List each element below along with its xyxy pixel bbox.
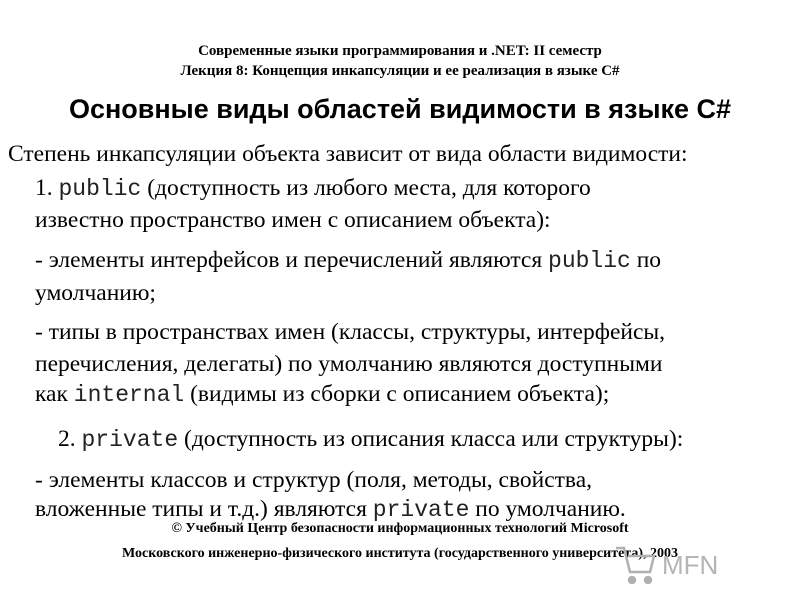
copyright-line: © Учебный Центр безопасности информационных технологий Microsoft: [171, 521, 629, 536]
item-2-number: 2.: [58, 426, 76, 452]
item-1-line-2: известно пространство имен с описанием объекта):: [35, 207, 551, 233]
cart-icon: [616, 548, 654, 583]
bullet-1-text: элементы интерфейсов и перечислений являются: [48, 247, 543, 273]
bullet-2-line-2: перечисления, делегаты) по умолчанию являются доступными: [35, 351, 663, 377]
bullet-dash: -: [35, 319, 43, 345]
item-1-description: (доступность из любого места, для которого: [147, 175, 591, 201]
item-1-line-1: [35, 174, 591, 203]
bullet-2-text-3-after: (видимы из сборки с описанием объекта);: [190, 381, 610, 407]
item-2-description: (доступность из описания класса или структуры):: [184, 426, 684, 452]
bullet-3-text-2-before: вложенные типы и т.д.) являются: [35, 496, 367, 522]
lecture-header: Лекция 8: Концепция инкапсуляции и ее реализация в языке C#: [180, 63, 620, 79]
bullet-3-text-2-after: по умолчанию.: [475, 496, 626, 522]
bullet-dash: -: [35, 467, 43, 493]
bullet-1-line-1: [35, 246, 661, 275]
watermark-text: MFN: [662, 550, 719, 580]
keyword-public: public: [58, 176, 142, 202]
course-header: Современные языки программирования и .NET: II семестр: [198, 43, 602, 59]
bullet-3-text-1: элементы классов и структур (поля, методы, свойства,: [48, 467, 593, 493]
bullet-dash: -: [35, 247, 43, 273]
item-2-line-1: [58, 425, 683, 454]
item-1-number: 1.: [35, 175, 53, 201]
keyword-private-default: private: [372, 497, 470, 523]
bullet-2-text-3-before: как: [35, 381, 68, 407]
bullet-1-text-after: по: [636, 247, 662, 273]
bullet-3-line-1: [35, 466, 592, 494]
bullet-2-line-3: [35, 380, 609, 409]
bullet-2-line-1: [35, 318, 665, 346]
bullet-2-text-1: типы в пространствах имен (классы, структуры, интерфейсы,: [48, 319, 666, 345]
intro-text: Степень инкапсуляции объекта зависит от вида области видимости:: [8, 141, 688, 167]
slide-title: Основные виды областей видимости в языке C#: [68, 94, 732, 124]
keyword-private: private: [81, 427, 179, 453]
watermark-logo: [612, 538, 772, 588]
keyword-internal: internal: [73, 382, 185, 408]
keyword-public-default: public: [548, 248, 631, 274]
institute-line: Московского инженерно-физического института (государственного университета), 2003: [121, 546, 679, 561]
bullet-1-line-2: умолчанию;: [35, 280, 156, 306]
